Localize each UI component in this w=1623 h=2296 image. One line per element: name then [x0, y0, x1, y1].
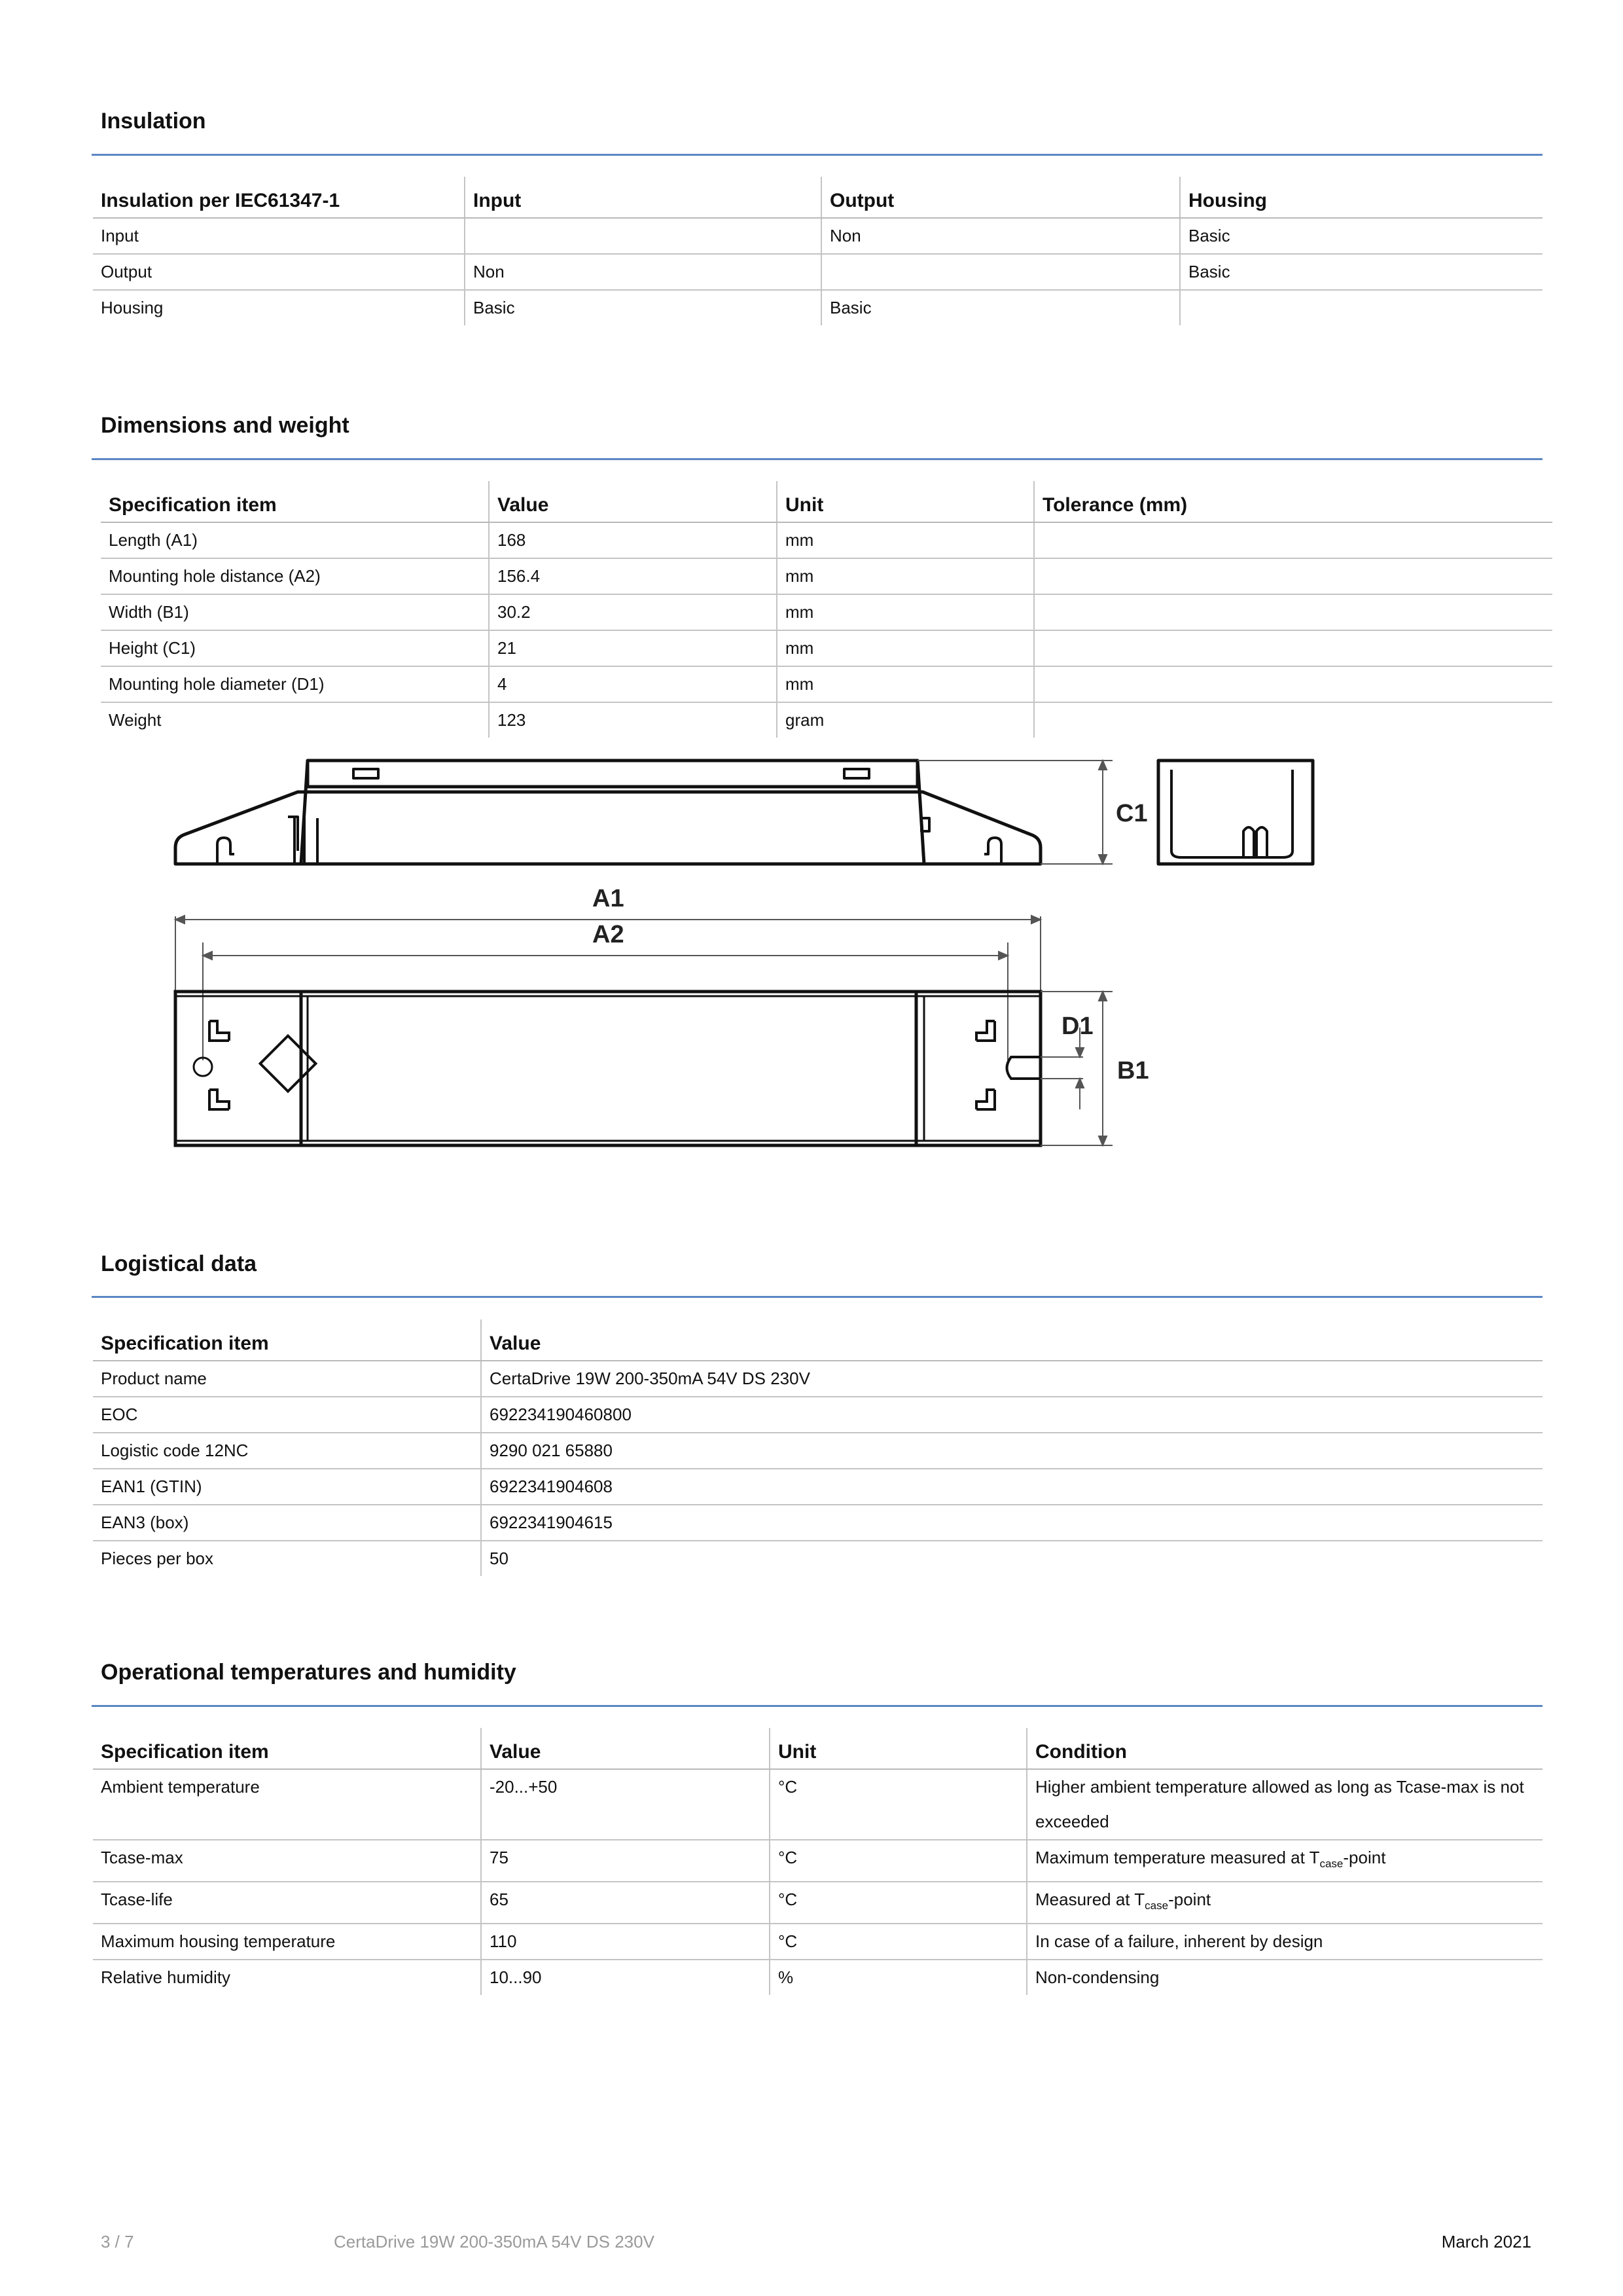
cond-text: Measured at T: [1035, 1890, 1145, 1910]
operational-title: Operational temperatures and humidity: [101, 1660, 516, 1685]
table-cell: Product name: [93, 1361, 481, 1397]
cond-text: -point: [1343, 1848, 1386, 1867]
table-cell: 9290 021 65880: [481, 1433, 1543, 1469]
table-row: [93, 1882, 1543, 1924]
dimension-drawing: [170, 746, 1348, 1165]
table-cell: %: [770, 1960, 1027, 1995]
table-cell: Non: [465, 254, 821, 290]
table-cell: Mounting hole distance (A2): [101, 558, 489, 594]
table-cell: [1027, 1840, 1543, 1882]
table-cell: [1034, 594, 1552, 630]
operational-header: Condition: [1027, 1728, 1543, 1769]
footer-date: March 2021: [1441, 2232, 1531, 2251]
table-cell: 21: [489, 630, 777, 666]
table-row: [101, 630, 1552, 666]
table-row: [93, 1769, 1543, 1840]
table-row: [93, 1469, 1543, 1505]
top-view: [175, 992, 1041, 1145]
table-cell: Non-condensing: [1035, 1967, 1160, 1988]
logistical-header: Value: [481, 1319, 1543, 1361]
insulation-header: Insulation per IEC61347-1: [93, 177, 465, 218]
table-cell: Maximum housing temperature: [93, 1924, 481, 1960]
table-cell: 75: [481, 1840, 770, 1882]
operational-header: Value: [481, 1728, 770, 1769]
dimensions-table: [101, 481, 1552, 738]
table-cell: Width (B1): [101, 594, 489, 630]
table-cell: 65: [481, 1882, 770, 1924]
table-cell: 168: [489, 522, 777, 558]
table-cell: [1034, 702, 1552, 738]
table-cell: [1027, 1882, 1543, 1924]
dimensions-header: Value: [489, 481, 777, 522]
table-cell: 4: [489, 666, 777, 702]
logistical-title: Logistical data: [101, 1251, 257, 1276]
table-cell: [1034, 558, 1552, 594]
table-cell: [1034, 630, 1552, 666]
table-cell: In case of a failure, inherent by design: [1027, 1924, 1543, 1960]
footer-product: CertaDrive 19W 200-350mA 54V DS 230V: [334, 2232, 654, 2251]
dimensions-rule: [92, 458, 1543, 460]
operational-header: Unit: [770, 1728, 1027, 1769]
table-cell: °C: [770, 1882, 1027, 1924]
table-cell: Length (A1): [101, 522, 489, 558]
table-row: [93, 1924, 1543, 1960]
table-row: [101, 702, 1552, 738]
table-cell: 123: [489, 702, 777, 738]
table-row: [93, 1397, 1543, 1433]
table-cell: °C: [770, 1769, 1027, 1840]
logistical-rule: [92, 1296, 1543, 1298]
label-a2: A2: [592, 921, 624, 948]
table-cell: Basic: [821, 290, 1180, 325]
table-cell: Relative humidity: [93, 1960, 481, 1995]
table-cell: Input: [93, 218, 465, 254]
table-row: [101, 594, 1552, 630]
cond-subscript: case: [1319, 1857, 1344, 1871]
side-view-top: [308, 761, 918, 787]
table-cell: 692234190460800: [481, 1397, 1543, 1433]
table-row: [93, 1433, 1543, 1469]
table-cell: Height (C1): [101, 630, 489, 666]
table-cell: mm: [777, 666, 1034, 702]
table-cell: Housing: [93, 290, 465, 325]
insulation-header: Output: [821, 177, 1180, 218]
table-row: [93, 254, 1543, 290]
table-row: [93, 1361, 1543, 1397]
operational-table: [93, 1728, 1543, 1995]
dimensions-header: Specification item: [101, 481, 489, 522]
table-cell: [1034, 522, 1552, 558]
table-cell: Tcase-max: [93, 1840, 481, 1882]
table-cell: Basic: [1180, 254, 1543, 290]
table-cell: Mounting hole diameter (D1): [101, 666, 489, 702]
table-cell: [1180, 290, 1543, 325]
table-cell: Logistic code 12NC: [93, 1433, 481, 1469]
dimensions-header: Tolerance (mm): [1034, 481, 1552, 522]
table-cell: [465, 218, 821, 254]
table-cell: -20...+50: [481, 1769, 770, 1840]
cond-subscript: case: [1145, 1899, 1169, 1912]
table-cell: 30.2: [489, 594, 777, 630]
table-cell: mm: [777, 558, 1034, 594]
cond-text: -point: [1168, 1890, 1211, 1910]
table-cell: 110: [481, 1924, 770, 1960]
table-cell: [821, 254, 1180, 290]
table-cell: EAN1 (GTIN): [93, 1469, 481, 1505]
table-cell: Weight: [101, 702, 489, 738]
table-row: [93, 1541, 1543, 1576]
label-d1: D1: [1061, 1013, 1094, 1040]
table-row: [101, 522, 1552, 558]
table-cell: Pieces per box: [93, 1541, 481, 1576]
insulation-header: Input: [465, 177, 821, 218]
table-cell: 10...90: [481, 1960, 770, 1995]
insulation-rule: [92, 154, 1543, 156]
table-cell: [1034, 666, 1552, 702]
insulation-header: Housing: [1180, 177, 1543, 218]
table-cell: mm: [777, 630, 1034, 666]
table-cell: °C: [770, 1924, 1027, 1960]
label-b1: B1: [1117, 1057, 1149, 1085]
cond-text: Maximum temperature measured at T: [1035, 1848, 1320, 1867]
table-cell: mm: [777, 594, 1034, 630]
table-cell: Ambient temperature: [93, 1769, 481, 1840]
table-cell: EAN3 (box): [93, 1505, 481, 1541]
table-row: [93, 1960, 1543, 1995]
table-cell: Non: [821, 218, 1180, 254]
table-row: [93, 1505, 1543, 1541]
operational-rule: [92, 1705, 1543, 1707]
logistical-header: Specification item: [93, 1319, 481, 1361]
table-cell: Output: [93, 254, 465, 290]
label-a1: A1: [592, 885, 624, 912]
table-cell: gram: [777, 702, 1034, 738]
table-cell: Tcase-life: [93, 1882, 481, 1924]
table-row: [93, 290, 1543, 325]
table-row: [101, 558, 1552, 594]
table-row: [101, 666, 1552, 702]
dimensions-header: Unit: [777, 481, 1034, 522]
label-c1: C1: [1116, 800, 1148, 827]
table-cell: EOC: [93, 1397, 481, 1433]
insulation-title: Insulation: [101, 109, 206, 134]
footer-page-number: 3 / 7: [101, 2232, 134, 2251]
table-cell: 6922341904608: [481, 1469, 1543, 1505]
insulation-table: [93, 177, 1543, 325]
table-cell: 50: [490, 1549, 508, 1568]
logistical-table: [93, 1319, 1543, 1576]
operational-header: Specification item: [93, 1728, 481, 1769]
table-cell: 6922341904615: [481, 1505, 1543, 1541]
dimensions-title: Dimensions and weight: [101, 413, 349, 438]
table-row: [93, 1840, 1543, 1882]
table-cell: Basic: [465, 290, 821, 325]
table-cell: CertaDrive 19W 200-350mA 54V DS 230V: [481, 1361, 1543, 1397]
table-cell: 156.4: [489, 558, 777, 594]
table-cell: Higher ambient temperature allowed as long as Tcase-max is not exceeded: [1027, 1769, 1543, 1840]
table-row: [93, 218, 1543, 254]
table-cell: °C: [770, 1840, 1027, 1882]
table-cell: mm: [777, 522, 1034, 558]
table-cell: Basic: [1180, 218, 1543, 254]
end-view: [1158, 761, 1313, 864]
